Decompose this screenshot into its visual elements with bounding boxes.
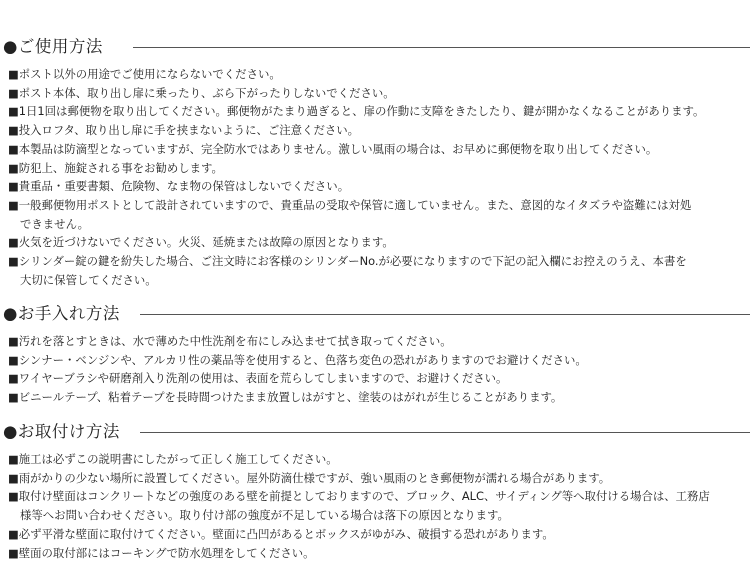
item-list <box>8 65 746 289</box>
section-title: ●ご使用方法 <box>3 37 103 56</box>
section-header <box>0 35 750 59</box>
list-item: ■ビニールテープ、粘着テープを長時間つけたまま放置しはがすと、塗装のはがれが生じることがあります。 <box>8 390 563 405</box>
list-item: ■シンナー・ベンジンや、アルカリ性の薬品等を使用すると、色落ち変色の恐れがありますのでお避けください。 <box>8 352 587 367</box>
list-item: ■シリンダー錠の鍵を紛失した場合、ご注文時にお客様のシリンダーNo.が必要になりますので下記の記入欄にお控えのうえ、本書を 大切に保管してください。 <box>8 254 687 287</box>
item-list <box>8 332 746 407</box>
section-header <box>0 302 750 326</box>
list-item: ■一般郵便物用ポストとして設計されていますので、貴重品の受取や保管に適していません。また、意図的なイタズラや盗難には対処 できません。 <box>8 197 692 231</box>
list-item: ■投入ロフタ、取り出し扉に手を挟まないように、ご注意ください。 <box>8 123 360 138</box>
section-care <box>0 302 750 405</box>
section-usage <box>0 35 750 287</box>
list-item: ■貴重品・重要書類、危険物、なま物の保管はしないでください。 <box>8 179 350 194</box>
list-item: ■ワイヤーブラシや研磨剤入り洗剤の使用は、表面を荒らしてしまいますので、お避けください。 <box>8 371 508 386</box>
section-title: ●お取付け方法 <box>3 422 120 441</box>
item-list <box>8 450 746 562</box>
list-item: ■1日1回は郵便物を取り出してください。郵便物がたまり過ぎると、扉の作動に支障をきたしたり、鍵が開かなくなることがあります。 <box>8 104 705 119</box>
divider <box>140 314 750 315</box>
list-item: ■防犯上、施錠される事をお勧めします。 <box>8 160 223 175</box>
list-item: ■壁面の取付部にはコーキングで防水処理をしてください。 <box>8 545 315 560</box>
list-item: ■本製品は防滴型となっていますが、完全防水ではありません。激しい風雨の場合は、お早めに郵便物を取り出してください。 <box>8 141 658 156</box>
divider <box>133 47 750 48</box>
section-title: ●お手入れ方法 <box>3 304 120 323</box>
list-item: ■雨がかりの少ない場所に設置してください。屋外防滴仕様ですが、強い風雨のとき郵便物が濡れる場合があります。 <box>8 470 611 485</box>
section-installation <box>0 420 750 560</box>
section-header <box>0 420 750 444</box>
list-item: ■必ず平滑な壁面に取付けてください。壁面に凸凹があるとボックスがゆがみ、破損する恐れがあります。 <box>8 526 554 541</box>
divider <box>140 432 750 433</box>
list-item: ■火気を近づけないでください。火災、延焼または故障の原因となります。 <box>8 235 394 250</box>
list-item: ■汚れを落とすときは、水で薄めた中性洗剤を布にしみ込ませて拭き取ってください。 <box>8 334 452 348</box>
list-item: ■施工は必ずこの説明書にしたがって正しく施工してください。 <box>8 452 338 466</box>
list-item: ■ポスト本体、取り出し扉に乗ったり、ぶら下がったりしないでください。 <box>8 85 395 100</box>
list-item: ■取付け壁面はコンクリートなどの強度のある壁を前提としておりますので、ブロック、ALC、サイディング等へ取付ける場合は、工務店 様等へお問い合わせください。取り付け部の強度が不足している場合は落下の原因となります。 <box>8 489 710 523</box>
list-item: ■ポスト以外の用途でご使用にならないでください。 <box>8 67 281 81</box>
